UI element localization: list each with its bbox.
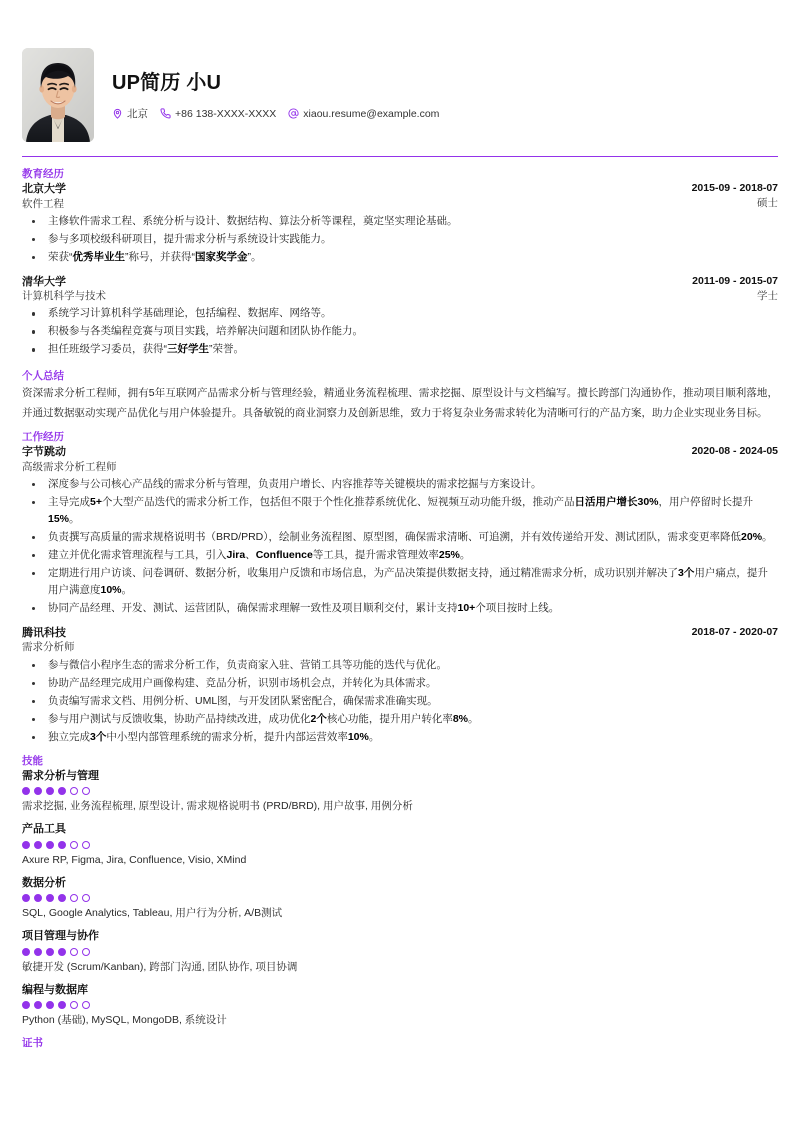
skill-dot-filled (34, 841, 42, 849)
education-org: 北京大学 (22, 183, 66, 196)
education-bullets (22, 305, 778, 358)
education-degree: 硕士 (757, 196, 778, 209)
contact-phone-text: +86 138-XXXX-XXXX (175, 107, 277, 120)
skill-dot-filled (46, 841, 54, 849)
header-divider (22, 156, 778, 157)
list-item: 深度参与公司核心产品线的需求分析与管理，负责用户增长、内容推荐等关键模块的需求挖掘与方案设计。 (22, 476, 778, 493)
skill-name: 数据分析 (22, 876, 66, 889)
work-dates: 2018-07 - 2020-07 (691, 625, 778, 638)
skill-dot-filled (46, 787, 54, 795)
resume-header (22, 48, 778, 156)
list-item: 参与多项校级科研项目，提升需求分析与系统设计实践能力。 (22, 231, 778, 248)
work-bullets (22, 476, 778, 617)
skill-dot-filled (58, 787, 66, 795)
contact-location (112, 106, 148, 121)
location-pin-icon (112, 108, 123, 119)
skill-level-dots (22, 948, 778, 956)
list-item: 独立完成3个中小型内部管理系统的需求分析，提升内部运营效率10%。 (22, 729, 778, 746)
contact-email-text: xiaou.resume@example.com (303, 107, 440, 120)
section-certificates (22, 1037, 778, 1050)
skill-name: 需求分析与管理 (22, 769, 99, 782)
work-bullets (22, 657, 778, 746)
skill-dot-filled (58, 1001, 66, 1009)
list-item: 担任班级学习委员，获得“三好学生”荣誉。 (22, 341, 778, 358)
profile-photo (22, 48, 94, 142)
skill-name: 项目管理与协作 (22, 930, 99, 943)
education-bullets (22, 213, 778, 266)
education-entry (22, 182, 778, 266)
section-title-education: 教育经历 (22, 168, 64, 180)
skill-dot-filled (22, 948, 30, 956)
work-title: 需求分析师 (22, 641, 75, 654)
skill-item (22, 929, 778, 975)
list-item: 荣获“优秀毕业生”称号，并获得“国家奖学金”。 (22, 249, 778, 266)
skill-dot-filled (34, 894, 42, 902)
summary-text: 资深需求分析工程师，拥有5年互联网产品需求分析与管理经验，精通业务流程梳理、需求挖掘、原型设计与文档编写。擅长跨部门沟通协作，推动项目顺利落地，并通过数据驱动实现产品优化与用户体验提升。具备敏锐的商业洞察力及创新思维，致力于将复杂业务需求转化为清晰可行的产品方案，助力企业实现业务目标。 (22, 387, 778, 419)
skill-name: 编程与数据库 (22, 984, 88, 997)
skill-detail: 需求挖掘, 业务流程梳理, 原型设计, 需求规格说明书 (PRD/BRD), 用户故事, 用例分析 (22, 800, 413, 813)
skill-dot-empty (70, 841, 78, 849)
section-education (22, 168, 778, 358)
skill-dot-empty (70, 894, 78, 902)
identity-block (112, 69, 778, 121)
skill-dot-empty (82, 894, 90, 902)
work-company: 腾讯科技 (22, 626, 66, 639)
work-entry (22, 445, 778, 617)
skill-dot-filled (58, 948, 66, 956)
skill-dot-empty (70, 1001, 78, 1009)
section-work (22, 431, 778, 745)
skill-dot-empty (70, 787, 78, 795)
work-dates: 2020-08 - 2024-05 (691, 445, 778, 458)
education-dates: 2011-09 - 2015-07 (692, 274, 778, 287)
education-dates: 2015-09 - 2018-07 (691, 182, 778, 195)
education-major: 计算机科学与技术 (22, 290, 106, 303)
contact-list (112, 106, 778, 121)
list-item: 定期进行用户访谈、问卷调研、数据分析，收集用户反馈和市场信息，为产品决策提供数据支持，通过精准需求分析，成功识别并解决了3个用户痛点，提升用户满意度10%。 (22, 565, 778, 599)
list-item: 参与微信小程序生态的需求分析工作，负责商家入驻、营销工具等功能的迭代与优化。 (22, 657, 778, 674)
contact-email (288, 108, 439, 120)
education-major: 软件工程 (22, 197, 64, 210)
skill-dot-filled (46, 894, 54, 902)
skill-dot-empty (70, 948, 78, 956)
list-item: 协同产品经理、开发、测试、运营团队，确保需求理解一致性及项目顺利交付，累计支持10+个项目按时上线。 (22, 600, 778, 617)
work-title: 高级需求分析工程师 (22, 460, 117, 473)
list-item: 参与用户测试与反馈收集，协助产品持续改进，成功优化2个核心功能，提升用户转化率8%。 (22, 711, 778, 728)
skill-dot-empty (82, 787, 90, 795)
list-item: 主修软件需求工程、系统分析与设计、数据结构、算法分析等课程，奠定坚实理论基础。 (22, 213, 778, 230)
contact-phone (160, 108, 276, 120)
skill-dot-filled (22, 1001, 30, 1009)
section-title-summary: 个人总结 (22, 370, 64, 383)
section-title-work: 工作经历 (22, 431, 64, 444)
section-skills (22, 755, 778, 1029)
list-item: 协助产品经理完成用户画像构建、竞品分析，识别市场机会点，并转化为具体需求。 (22, 675, 778, 692)
email-at-icon (288, 108, 299, 119)
skill-dot-filled (34, 1001, 42, 1009)
skill-item (22, 769, 778, 815)
skill-item (22, 876, 778, 922)
education-degree: 学士 (757, 289, 778, 302)
skill-dot-filled (46, 1001, 54, 1009)
skill-detail: SQL, Google Analytics, Tableau, 用户行为分析, A/B测试 (22, 907, 283, 920)
list-item: 负责编写需求文档、用例分析、UML图，与开发团队紧密配合，确保需求准确实现。 (22, 693, 778, 710)
contact-location-text: 北京 (127, 108, 148, 120)
list-item: 主导完成5+个大型产品迭代的需求分析工作，包括但不限于个性化推荐系统优化、短视频互动功能升级，推动产品日活用户增长30%，用户停留时长提升15%。 (22, 494, 778, 528)
skill-dot-empty (82, 1001, 90, 1009)
skill-dot-filled (22, 787, 30, 795)
skill-detail: Python (基础), MySQL, MongoDB, 系统设计 (22, 1014, 227, 1027)
skill-dot-filled (22, 841, 30, 849)
skill-dot-filled (34, 948, 42, 956)
list-item: 负责撰写高质量的需求规格说明书（BRD/PRD），绘制业务流程图、原型图，确保需求清晰、可追溯，并有效传递给开发、测试团队，需求变更率降低20%。 (22, 529, 778, 546)
skill-detail: Axure RP, Figma, Jira, Confluence, Visio, XMind (22, 853, 247, 866)
skill-dot-filled (58, 894, 66, 902)
work-company: 字节跳动 (22, 446, 66, 459)
list-item: 建立并优化需求管理流程与工具，引入Jira、Confluence等工具，提升需求管理效率25%。 (22, 547, 778, 564)
section-title-certificates: 证书 (22, 1036, 43, 1049)
skill-dot-empty (82, 948, 90, 956)
skill-item (22, 822, 778, 868)
skill-dot-filled (46, 948, 54, 956)
skill-dot-filled (22, 894, 30, 902)
education-entry (22, 275, 778, 359)
education-org: 清华大学 (22, 275, 66, 288)
skill-level-dots (22, 1001, 778, 1009)
skill-dot-filled (34, 787, 42, 795)
section-summary (22, 370, 778, 423)
work-entry (22, 626, 778, 746)
phone-icon (160, 108, 171, 119)
section-title-skills: 技能 (22, 754, 43, 767)
list-item: 系统学习计算机科学基础理论，包括编程、数据库、网络等。 (22, 305, 778, 322)
skill-item (22, 983, 778, 1029)
list-item: 积极参与各类编程竞赛与项目实践，培养解决问题和团队协作能力。 (22, 323, 778, 340)
skill-level-dots (22, 894, 778, 902)
candidate-name: UP简历 小U (112, 72, 222, 94)
skill-detail: 敏捷开发 (Scrum/Kanban), 跨部门沟通, 团队协作, 项目协调 (22, 960, 298, 973)
skill-dot-empty (82, 841, 90, 849)
skill-level-dots (22, 841, 778, 849)
skill-level-dots (22, 787, 778, 795)
skill-name: 产品工具 (22, 823, 66, 836)
skill-dot-filled (58, 841, 66, 849)
